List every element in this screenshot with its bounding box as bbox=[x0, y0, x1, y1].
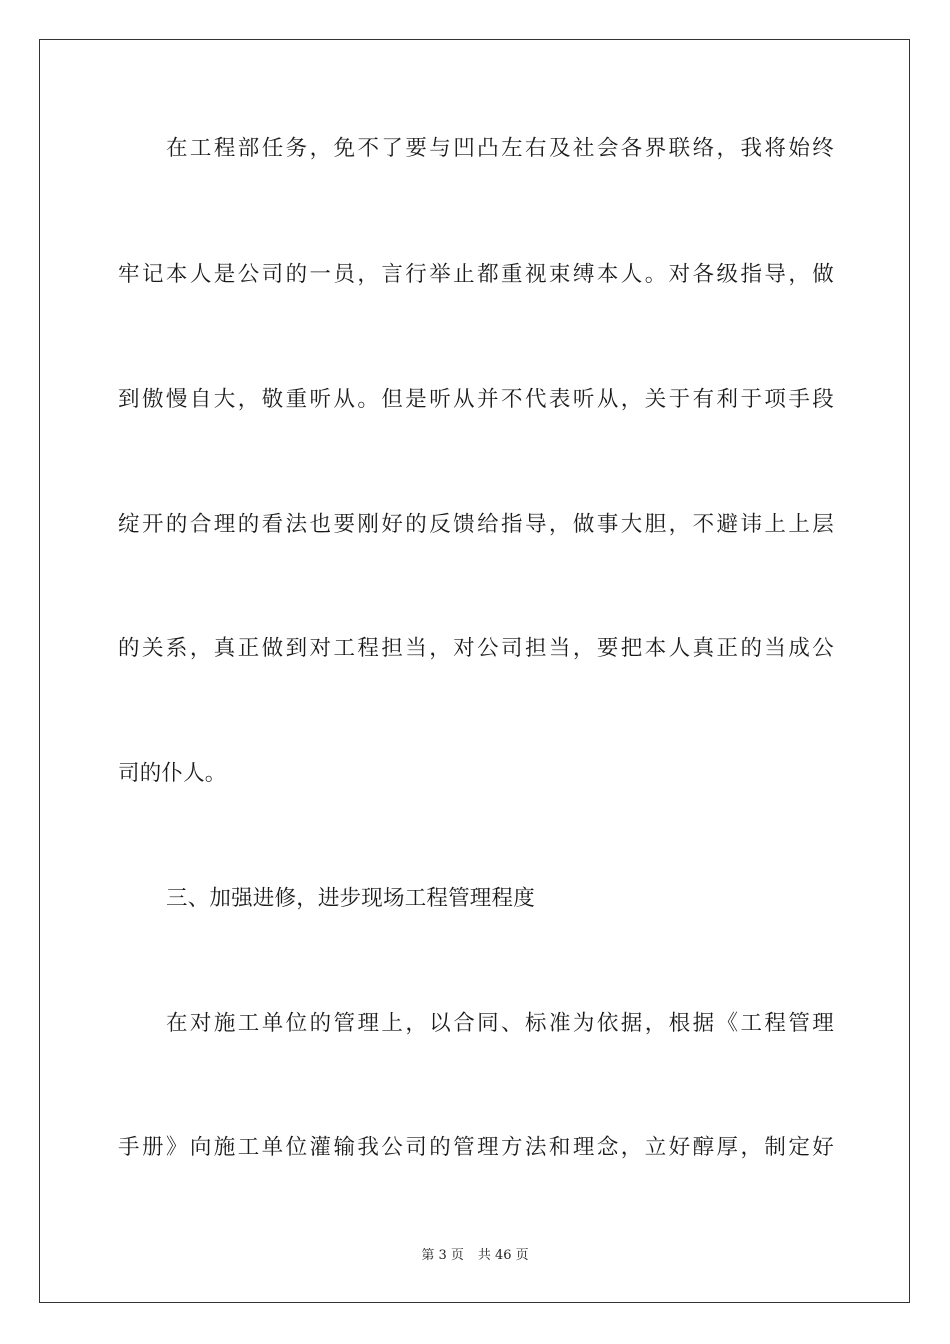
paragraph-line-5: 的关系，真正做到对工程担当，对公司担当，要把本人真正的当成公 bbox=[118, 636, 834, 661]
paragraph-line-2: 牢记本人是公司的一员，言行举止都重视束缚本人。对各级指导，做 bbox=[118, 262, 834, 287]
paragraph-line-7: 在对施工单位的管理上，以合同、标准为依据，根据《工程管理 bbox=[166, 1011, 834, 1036]
page-border bbox=[39, 39, 910, 1303]
page-number: 第 3 页 bbox=[421, 1248, 464, 1263]
paragraph-line-1: 在工程部任务，免不了要与凹凸左右及社会各界联络，我将始终 bbox=[166, 136, 834, 161]
paragraph-line-8: 手册》向施工单位灌输我公司的管理方法和理念，立好醇厚，制定好 bbox=[118, 1135, 834, 1160]
paragraph-line-6: 司的仆人。 bbox=[118, 761, 227, 786]
total-pages: 共 46 页 bbox=[477, 1248, 529, 1263]
paragraph-line-3: 到傲慢自大，敬重听从。但是听从并不代表听从，关于有利于项手段 bbox=[118, 387, 834, 412]
page-footer bbox=[0, 1246, 950, 1266]
section-heading: 三、加强进修，进步现场工程管理程度 bbox=[166, 886, 535, 911]
paragraph-line-4: 绽开的合理的看法也要刚好的反馈给指导，做事大胆，不避讳上上层 bbox=[118, 512, 834, 537]
